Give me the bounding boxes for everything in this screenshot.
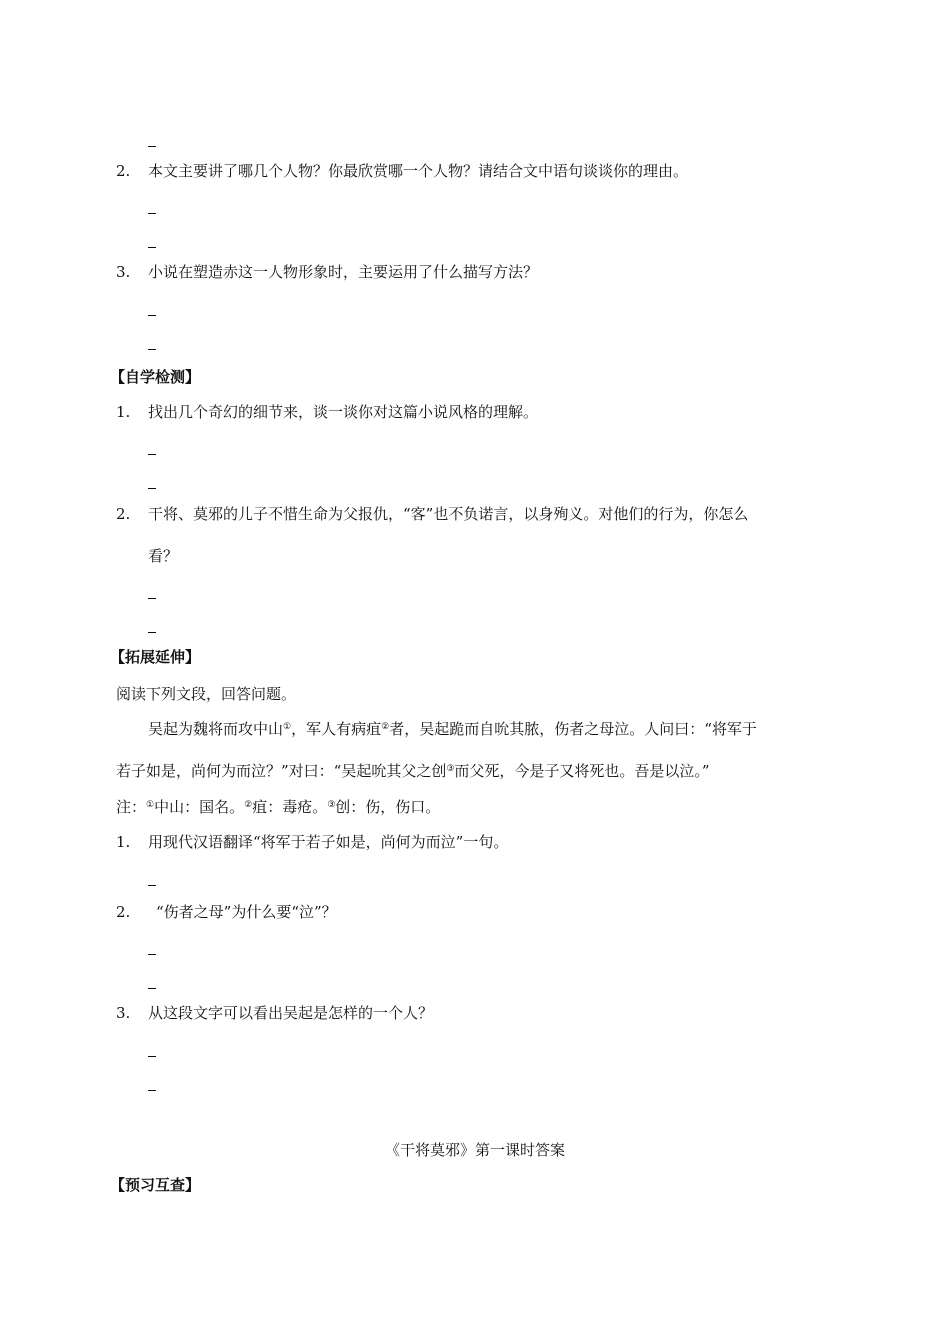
footnote-mark: ③ (446, 764, 455, 774)
question-text: 干将、莫邪的儿子不惜生命为父报仇，“客”也不负诺言，以身殉义。对他们的行为，你怎么 (148, 505, 749, 523)
note-prefix: 注： (116, 798, 147, 816)
reading-instruction: 阅读下列文段，回答问题。 (116, 685, 297, 703)
footnote-mark: ② (244, 800, 253, 810)
answer-section-title: 《干将莫邪》第一课时答案 (384, 1141, 565, 1159)
answer-blank[interactable] (148, 988, 156, 989)
answer-blank[interactable] (148, 146, 156, 147)
answer-blank[interactable] (148, 454, 156, 455)
question-text: 本文主要讲了哪几个人物？你最欣赏哪一个人物？请结合文中语句谈谈你的理由。 (148, 162, 689, 180)
passage-text: 者，吴起跪而自吮其脓，伤者之母泣。人问曰：“将军于 (389, 720, 757, 738)
section-heading-preview: 【预习互查】 (110, 1176, 201, 1194)
answer-blank[interactable] (148, 213, 156, 214)
passage-line (116, 761, 710, 781)
footnotes (116, 797, 440, 817)
question-number: 1. (116, 833, 131, 851)
question-text: “伤者之母”为什么要“泣”？ (156, 903, 337, 921)
question-text: 找出几个奇幻的细节来，谈一谈你对这篇小说风格的理解。 (148, 403, 539, 421)
footnote-mark: ① (283, 722, 292, 732)
footnote-mark: ② (381, 722, 390, 732)
note-text: 中山：国名。 (154, 798, 245, 816)
answer-blank[interactable] (148, 1056, 156, 1057)
question-text-continued: 看？ (148, 547, 179, 565)
question-text: 从这段文字可以看出吴起是怎样的一个人？ (148, 1004, 434, 1022)
question-number: 3. (116, 263, 131, 281)
answer-blank[interactable] (148, 1090, 156, 1091)
note-text: 创：伤，伤口。 (335, 798, 441, 816)
passage-text: 吴起为魏将而攻中山 (148, 720, 284, 738)
question-number: 2. (116, 162, 131, 180)
passage-line (148, 719, 757, 739)
note-text: 疽：毒疮。 (252, 798, 328, 816)
question-number: 1. (116, 403, 131, 421)
answer-blank[interactable] (148, 247, 156, 248)
answer-blank[interactable] (148, 488, 156, 489)
question-number: 3. (116, 1004, 131, 1022)
question-number: 2. (116, 903, 131, 921)
passage-text: ，军人有病疽 (291, 720, 382, 738)
passage-text: 而父死，今是子又将死也。吾是以泣。” (454, 762, 710, 780)
answer-blank[interactable] (148, 885, 156, 886)
footnote-mark: ① (146, 800, 155, 810)
question-number: 2. (116, 505, 131, 523)
answer-blank[interactable] (148, 315, 156, 316)
question-text: 用现代汉语翻译“将军于若子如是，尚何为而泣”一句。 (148, 833, 509, 851)
passage-text: 若子如是，尚何为而泣？”对曰：“吴起吮其父之创 (116, 762, 447, 780)
answer-blank[interactable] (148, 632, 156, 633)
answer-blank[interactable] (148, 598, 156, 599)
answer-blank[interactable] (148, 349, 156, 350)
section-heading-extension: 【拓展延伸】 (110, 648, 201, 666)
answer-blank[interactable] (148, 954, 156, 955)
question-text: 小说在塑造赤这一人物形象时，主要运用了什么描写方法？ (148, 263, 539, 281)
footnote-mark: ③ (327, 800, 336, 810)
section-heading-self-check: 【自学检测】 (110, 368, 201, 386)
